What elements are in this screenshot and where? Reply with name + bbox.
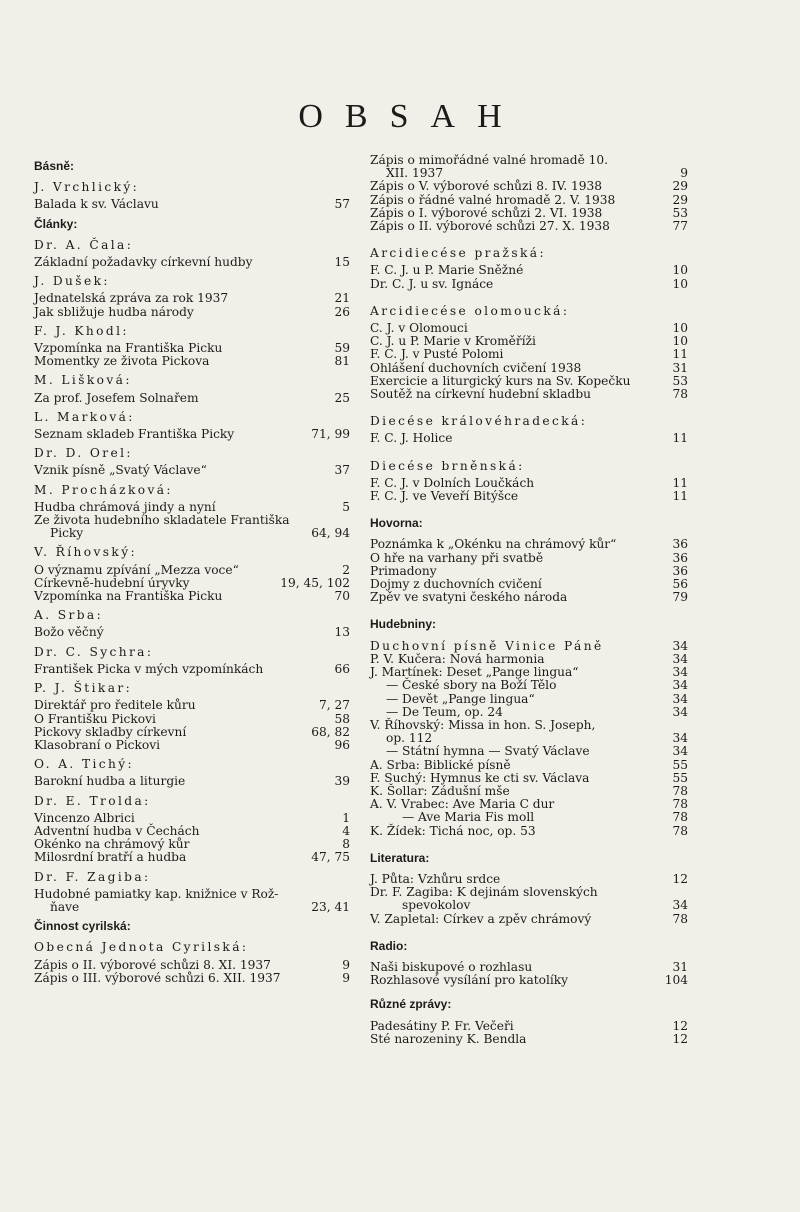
entry-title: F. C. J. v Pusté Polomi	[370, 347, 504, 362]
entry-page: 64, 94	[311, 526, 350, 541]
toc-entry	[34, 775, 350, 788]
toc-entry	[370, 388, 688, 401]
entry-title: C. J. u P. Marie v Kroměříži	[370, 334, 536, 349]
entry-title: F. C. J. Holice	[370, 431, 453, 446]
entry-title: Vzpomínka na Františka Picku	[34, 341, 223, 356]
toc-entry	[34, 959, 350, 972]
entry-title: Božo věčný	[34, 625, 104, 640]
entry-title: Vznik písně „Svatý Václave“	[34, 463, 207, 478]
entry-title: F. C. J. ve Veveří Bitýšce	[370, 489, 519, 504]
entry-page: 34	[672, 704, 688, 719]
entry-title: Pickovy skladby církevní	[34, 724, 187, 739]
section-heading-cinnost: Činnost cyrilská:	[34, 919, 131, 934]
entry-title: — Devět „Pange lingua“	[386, 691, 535, 706]
entry-title: V. Zapletal: Církev a zpěv chrámový	[370, 911, 592, 926]
entry-page: 71, 99	[311, 427, 350, 442]
entry-page: 2	[342, 562, 350, 577]
entry-title: J. Půta: Vzhůru srdce	[370, 871, 501, 886]
entry-page: 55	[672, 757, 688, 772]
toc-entry	[34, 812, 350, 825]
entry-title: Zápis o III. výborové schůzi 6. XII. 1937	[34, 970, 281, 985]
toc-entry	[370, 974, 688, 987]
author-cala: Dr. A. Čala:	[34, 237, 134, 252]
entry-title-line: Dr. F. Zagiba: K dejinám slovenských	[370, 885, 598, 900]
toc-entry	[370, 1020, 688, 1033]
entry-title: Klasobraní o Pickovi	[34, 737, 161, 752]
entry-page: 96	[334, 737, 350, 752]
entry-page: 34	[672, 731, 688, 746]
author-dusek: J. Dušek:	[34, 274, 110, 289]
toc-entry	[34, 564, 350, 577]
toc-entry	[370, 1033, 688, 1046]
entry-page: 58	[334, 711, 350, 726]
entry-page: 9	[680, 166, 688, 181]
entry-title: C. J. v Olomouci	[370, 321, 468, 336]
subsection-brno: Diecése brněnská:	[370, 458, 525, 473]
entry-title: Seznam skladeb Františka Picky	[34, 427, 235, 442]
entry-page: 79	[672, 590, 688, 605]
entry-title-line: Zápis o mimořádné valné hromadě 10.	[370, 153, 609, 167]
toc-entry	[370, 490, 688, 503]
page-title: OBSAH	[298, 98, 524, 135]
entry-page: 77	[672, 219, 688, 234]
entry-page: 34	[672, 898, 688, 913]
subsection-olomouc: Arcidiecése olomoucká:	[370, 303, 570, 318]
entry-page: 36	[672, 563, 688, 578]
entry-page: 36	[672, 550, 688, 565]
entry-title: Jak sbližuje hudba národy	[34, 304, 194, 319]
entry-page: 70	[334, 589, 350, 604]
entry-page: 53	[672, 373, 688, 388]
entry-page: 59	[334, 341, 350, 356]
entry-page: 68, 82	[311, 724, 350, 739]
toc-entry	[34, 851, 350, 864]
entry-title: — De Teum, op. 24	[386, 704, 503, 719]
entry-page: 31	[672, 360, 688, 375]
entry-page: 57	[334, 197, 350, 212]
entry-title: F. C. J. v Dolních Loučkách	[370, 475, 535, 490]
entry-title: Zápis o II. výborové schůzi 27. X. 1938	[370, 219, 610, 234]
entry-title: O Františku Pickovi	[34, 711, 156, 726]
entry-title: Poznámka k „Okénku na chrámový kůr“	[370, 537, 617, 552]
entry-title: spevokolov	[402, 898, 471, 913]
entry-page: 10	[672, 276, 688, 291]
entry-title: Sté narozeniny K. Bendla	[370, 1031, 527, 1046]
toc-entry	[34, 663, 350, 676]
entry-title: Zápis o I. výborové schůzi 2. VI. 1938	[370, 205, 603, 220]
entry-page: 78	[672, 911, 688, 926]
toc-entry	[370, 759, 688, 772]
entry-page: 81	[334, 354, 350, 369]
entry-page: 78	[672, 823, 688, 838]
author-liskova: M. Lišková:	[34, 373, 132, 388]
entry-title: F. Suchý: Hymnus ke cti sv. Václava	[370, 770, 590, 785]
author-khodl: F. J. Khodl:	[34, 323, 129, 338]
entry-page: 26	[334, 304, 350, 319]
entry-page: 34	[672, 638, 688, 653]
toc-entry	[34, 901, 350, 914]
toc-entry	[34, 464, 350, 477]
entry-page: 39	[334, 774, 350, 789]
entry-title: Zpěv ve svatyni českého národa	[370, 590, 568, 605]
author-rihovsky: V. Říhovský:	[34, 545, 137, 560]
entry-title: Vincenzo Albrici	[34, 810, 135, 825]
toc-entry	[370, 552, 688, 565]
entry-page: 15	[334, 255, 350, 270]
author-zagiba: Dr. F. Zagiba:	[34, 869, 151, 884]
toc-entry	[370, 693, 688, 706]
entry-page: 10	[672, 321, 688, 336]
entry-page: 21	[334, 291, 350, 306]
entry-page: 10	[672, 334, 688, 349]
entry-title: Ohlášení duchovních cvičení 1938	[370, 360, 582, 375]
toc-entry	[34, 428, 350, 441]
toc-entry	[370, 278, 688, 291]
toc-entry	[370, 264, 688, 277]
entry-title: Okénko na chrámový kůr	[34, 837, 190, 852]
entry-title: Zápis o V. výborové schůzi 8. IV. 1938	[370, 179, 602, 194]
toc-entry	[34, 972, 350, 985]
toc-entry	[34, 590, 350, 603]
entry-page: 55	[672, 770, 688, 785]
entry-page: 53	[672, 205, 688, 220]
entry-title: ňave	[50, 899, 80, 914]
entry-page: 25	[334, 390, 350, 405]
entry-page: 12	[672, 1018, 688, 1033]
entry-title: Milosrdní bratří a hudba	[34, 850, 187, 865]
entry-title: K. Šollar: Zádušní mše	[370, 783, 510, 798]
toc-entry	[34, 392, 350, 405]
entry-title: Barokní hudba a liturgie	[34, 774, 186, 789]
entry-title: Exercicie a liturgický kurs na Sv. Kopečku	[370, 373, 631, 388]
entry-title: O významu zpívání „Mezza voce“	[34, 562, 239, 577]
entry-page: 23, 41	[311, 899, 350, 914]
entry-title: Primadony	[370, 563, 437, 578]
entry-page: 10	[672, 263, 688, 278]
entry-title: op. 112	[386, 731, 433, 746]
entry-title: K. Žídek: Tichá noc, op. 53	[370, 823, 536, 838]
entry-title: Za prof. Josefem Solnařem	[34, 390, 199, 405]
toc-entry	[370, 913, 688, 926]
subsection-jednota: Obecná Jednota Cyrilská:	[34, 940, 249, 955]
entry-title: Zápis o řádné valné hromadě 2. V. 1938	[370, 192, 616, 207]
toc-entry	[34, 739, 350, 752]
entry-title: — České sbory na Boží Tělo	[386, 678, 557, 693]
entry-title: Padesátiny P. Fr. Večeři	[370, 1018, 514, 1033]
toc-entry	[34, 626, 350, 639]
entry-title: Soutěž na církevní hudební skladbu	[370, 387, 591, 402]
entry-title: Momentky ze života Pickova	[34, 354, 210, 369]
section-heading-literatura: Literatura:	[370, 850, 430, 865]
entry-title: Dr. C. J. u sv. Ignáce	[370, 276, 494, 291]
entry-page: 31	[672, 959, 688, 974]
entry-page: 11	[672, 475, 688, 490]
entry-page: 78	[672, 783, 688, 798]
toc-entry	[34, 292, 350, 305]
section-heading-hudebniny: Hudebniny:	[370, 617, 436, 632]
toc-entry	[34, 355, 350, 368]
author-orel: Dr. D. Orel:	[34, 446, 133, 461]
entry-page: 78	[672, 810, 688, 825]
author-tichy: O. A. Tichý:	[34, 757, 135, 772]
entry-title: František Picka v mých vzpomínkách	[34, 661, 264, 676]
entry-page: 34	[672, 678, 688, 693]
toc-entry	[370, 538, 688, 551]
toc-entry	[34, 699, 350, 712]
toc-entry	[34, 527, 350, 540]
author-prochazkova: M. Procházková:	[34, 482, 173, 497]
toc-entry	[370, 679, 688, 692]
entry-title: Hudba chrámová jindy a nyní	[34, 499, 216, 514]
entry-page: 9	[342, 970, 350, 985]
toc-entry	[370, 591, 688, 604]
author-sychra: Dr. C. Sychra:	[34, 644, 154, 659]
author-markova: L. Marková:	[34, 409, 135, 424]
entry-title: Picky	[50, 526, 84, 541]
entry-page: 104	[664, 973, 688, 988]
entry-title: Církevně-hudební úryvky	[34, 575, 190, 590]
toc-entry	[370, 194, 688, 207]
entry-page: 4	[342, 823, 350, 838]
toc-entry	[370, 348, 688, 361]
entry-page: 37	[334, 463, 350, 478]
toc-entry	[370, 362, 688, 375]
toc-entry	[370, 772, 688, 785]
entry-title: Naši biskupové o rozhlasu	[370, 959, 533, 974]
entry-title: J. Martínek: Deset „Pange lingua“	[370, 665, 579, 680]
entry-title: P. V. Kučera: Nová harmonia	[370, 651, 545, 666]
entry-page: 29	[672, 192, 688, 207]
toc-entry	[370, 432, 688, 445]
section-heading-ruzne: Různé zprávy:	[370, 997, 452, 1012]
entry-page: 19, 45, 102	[280, 575, 350, 590]
entry-page: 29	[672, 179, 688, 194]
author-trolda: Dr. E. Trolda:	[34, 793, 151, 808]
subsection-praha: Arcidiecése pražská:	[370, 246, 546, 261]
entry-page: 11	[672, 489, 688, 504]
entry-page: 47, 75	[311, 850, 350, 865]
toc-entry	[370, 180, 688, 193]
entry-page: 34	[672, 651, 688, 666]
entry-title: — Státní hymna — Svatý Václave	[386, 744, 590, 759]
entry-title: Základní požadavky církevní hudby	[34, 255, 253, 270]
toc-entry	[370, 640, 688, 653]
section-heading-hovorna: Hovorna:	[370, 516, 423, 531]
toc-entry	[370, 825, 688, 838]
entry-title: XII. 1937	[386, 166, 444, 181]
toc-entry	[34, 198, 350, 211]
entry-page: 11	[672, 431, 688, 446]
author-vrchlicky: J. Vrchlický:	[34, 180, 140, 195]
entry-page: 36	[672, 537, 688, 552]
entry-title: Dojmy z duchovních cvičení	[370, 577, 542, 592]
entry-title: Balada k sv. Václavu	[34, 197, 159, 212]
toc-entry	[370, 811, 688, 824]
author-stikar: P. J. Štikar:	[34, 681, 133, 696]
entry-page: 8	[342, 837, 350, 852]
entry-page: 5	[342, 499, 350, 514]
author-srba: A. Srba:	[34, 608, 104, 623]
entry-title: Jednatelská zpráva za rok 1937	[34, 291, 229, 306]
subsection-hradec: Diecése královéhradecká:	[370, 414, 588, 429]
entry-title: Zápis o II. výborové schůzi 8. XI. 1937	[34, 957, 271, 972]
entry-title: Direktář pro ředitele kůru	[34, 698, 196, 713]
entry-title-line: Ze života hudebního skladatele Františka	[34, 513, 290, 528]
entry-title: A. V. Vrabec: Ave Maria C dur	[370, 797, 555, 812]
entry-title: Rozhlasové vysílání pro katolíky	[370, 973, 569, 988]
entry-page: 34	[672, 744, 688, 759]
toc-entry	[34, 306, 350, 319]
right-column	[370, 154, 688, 1046]
toc-entry	[34, 726, 350, 739]
entry-title: Duchovní písně Vinice Páně	[370, 638, 604, 653]
toc-entry	[34, 713, 350, 726]
entry-title-line: V. Říhovský: Missa in hon. S. Joseph,	[370, 717, 596, 732]
entry-page: 12	[672, 871, 688, 886]
entry-page: 78	[672, 387, 688, 402]
entry-title: O hře na varhany při svatbě	[370, 550, 544, 565]
entry-page: 9	[342, 957, 350, 972]
entry-page: 56	[672, 577, 688, 592]
entry-page: 12	[672, 1031, 688, 1046]
toc-entry	[370, 745, 688, 758]
section-heading-clanky: Články:	[34, 216, 78, 231]
toc-entry	[34, 256, 350, 269]
entry-title: — Ave Maria Fis moll	[402, 810, 535, 825]
section-heading-basne: Básně:	[34, 159, 75, 173]
entry-title: Adventní hudba v Čechách	[34, 823, 200, 838]
left-column	[34, 154, 350, 985]
entry-page: 78	[672, 797, 688, 812]
entry-page: 1	[342, 810, 350, 825]
entry-page: 11	[672, 347, 688, 362]
entry-title: Vzpomínka na Františka Picku	[34, 589, 223, 604]
toc-entry	[370, 220, 688, 233]
entry-page: 66	[334, 661, 350, 676]
entry-page: 34	[672, 665, 688, 680]
section-heading-radio: Radio:	[370, 938, 408, 953]
entry-page: 34	[672, 691, 688, 706]
toc-entry	[370, 899, 688, 912]
toc-entry	[370, 706, 688, 719]
entry-title: F. C. J. u P. Marie Sněžné	[370, 263, 524, 278]
entry-page: 7, 27	[318, 698, 350, 713]
entry-page: 13	[334, 625, 350, 640]
entry-title-line: Hudobné pamiatky kap. knižnice v Rož-	[34, 886, 279, 901]
entry-title: A. Srba: Biblické písně	[370, 757, 511, 772]
